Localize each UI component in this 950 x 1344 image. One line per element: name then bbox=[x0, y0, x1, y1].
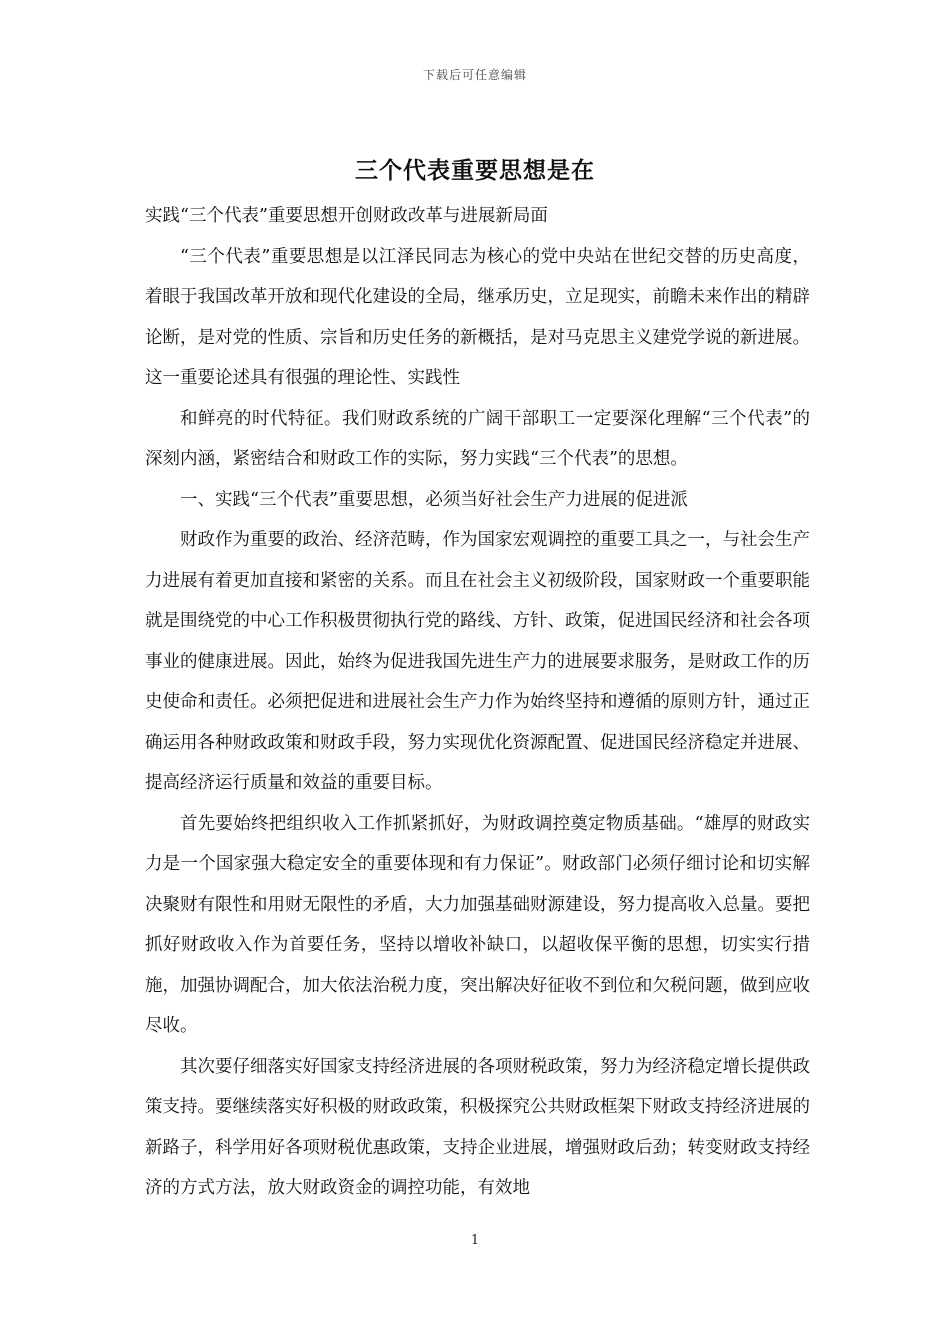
paragraph-3: 财政作为重要的政治、经济范畴，作为国家宏观调控的重要工具之一，与社会生产力进展有着更加直接和紧密的关系。而且在社会主义初级阶段，国家财政一个重要职能就是围绕党的中心工作积极贯彻执行党的路线、方针、政策，促进国民经济和社会各项事业的健康进展。因此，始终为促进我国先进生产力的进展要求服务，是财政工作的历史使命和责任。必须把促进和进展社会生产力作为始终坚持和遵循的原则方针，通过正确运用各种财政政策和财政手段，努力实现优化资源配置、促进国民经济稳定并进展、提高经济运行质量和效益的重要目标。 bbox=[145, 530, 810, 793]
document-body bbox=[145, 196, 810, 1209]
paragraph-5: 其次要仔细落实好国家支持经济进展的各项财税政策，努力为经济稳定增长提供政策支持。要继续落实好积极的财政政策，积极探究公共财政框架下财政支持经济进展的新路子，科学用好各项财税优惠政策，支持企业进展，增强财政后劲；转变财政支持经济的方式方法，放大财政资金的调控功能，有效地 bbox=[145, 1056, 810, 1198]
section-heading-1: 一、实践“三个代表”重要思想，必须当好社会生产力进展的促进派 bbox=[180, 489, 688, 510]
page-number: 1 bbox=[470, 1233, 480, 1248]
subtitle: 实践“三个代表”重要思想开创财政改革与进展新局面 bbox=[145, 206, 548, 226]
paragraph-1: “三个代表”重要思想是以江泽民同志为核心的党中央站在世纪交替的历史高度，着眼于我国改革开放和现代化建设的全局，继承历史，立足现实，前瞻未来作出的精辟论断，是对党的性质、宗旨和历史任务的新概括，是对马克思主义建党学说的新进展。这一重要论述具有很强的理论性、实践性 bbox=[145, 246, 810, 388]
header-note: 下载后可任意编辑 bbox=[422, 68, 527, 82]
document-title: 三个代表重要思想是在 bbox=[355, 157, 595, 184]
paragraph-2: 和鲜亮的时代特征。我们财政系统的广阔干部职工一定要深化理解“三个代表”的深刻内涵，紧密结合和财政工作的实际，努力实践“三个代表”的思想。 bbox=[145, 408, 810, 469]
paragraph-4: 首先要始终把组织收入工作抓紧抓好，为财政调控奠定物质基础。“雄厚的财政实力是一个国家强大稳定安全的重要体现和有力保证”。财政部门必须仔细讨论和切实解决聚财有限性和用财无限性的矛盾，大力加强基础财源建设，努力提高收入总量。要把抓好财政收入作为首要任务，坚持以增收补缺口，以超收保平衡的思想，切实实行措施，加强协调配合，加大依法治税力度，突出解决好征收不到位和欠税问题，做到应收尽收。 bbox=[145, 813, 810, 1036]
